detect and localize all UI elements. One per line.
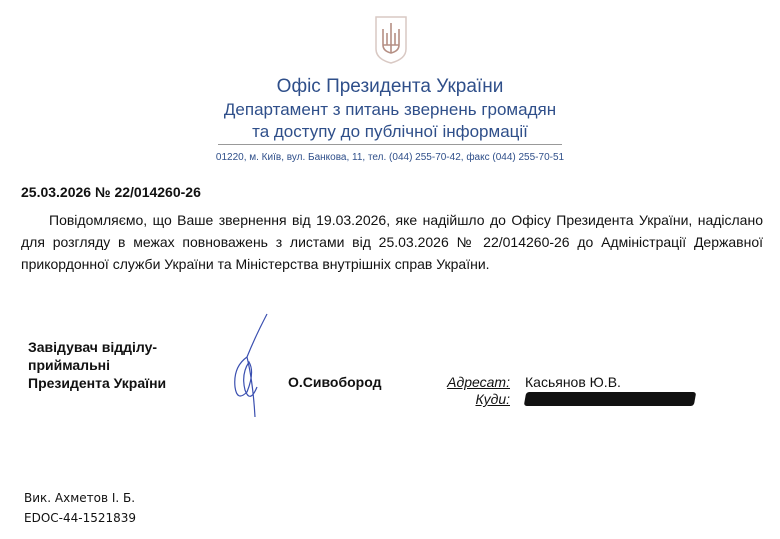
org-title: Офіс Президента України	[276, 76, 504, 97]
destination-label: Куди:	[475, 391, 510, 407]
reference-number: 25.03.2026 № 22/014260-26	[21, 184, 201, 200]
signatory-name: О.Сивобород	[288, 374, 382, 390]
position-line: Завідувач відділу-	[28, 339, 158, 355]
addressee-label: Адресат:	[447, 374, 510, 390]
position-line: Президента України	[28, 375, 167, 391]
document-id: EDOC-44-1521839	[24, 511, 137, 525]
position-line: приймальні	[28, 357, 111, 373]
coat-of-arms-icon	[373, 15, 409, 65]
handwritten-signature	[225, 312, 275, 422]
dept-line-1: Департамент з питань звернень громадян	[223, 100, 557, 119]
letter-body	[21, 209, 763, 275]
body-text: Повідомляємо, що Ваше звернення від 19.03.2026, яке надійшло до Офісу Президента України, надіслано для розгляду в межах повноважень з листами від 25.03.2026 № 22/014260-26 до Адміністрації Державної прикордонної служби України та Міністерства внутрішніх справ України.	[21, 212, 763, 272]
redacted-destination	[524, 392, 696, 406]
address: 01220, м. Київ, вул. Банкова, 11, тел. (044) 255-70-42, факс (044) 255-70-51	[215, 152, 565, 163]
header-rule	[218, 144, 562, 145]
executor: Вик. Ахметов І. Б.	[24, 491, 136, 505]
dept-line-2: та доступу до публічної інформації	[252, 122, 528, 141]
signatory-position	[28, 338, 166, 392]
addressee-name: Касьянов Ю.В.	[525, 374, 621, 390]
